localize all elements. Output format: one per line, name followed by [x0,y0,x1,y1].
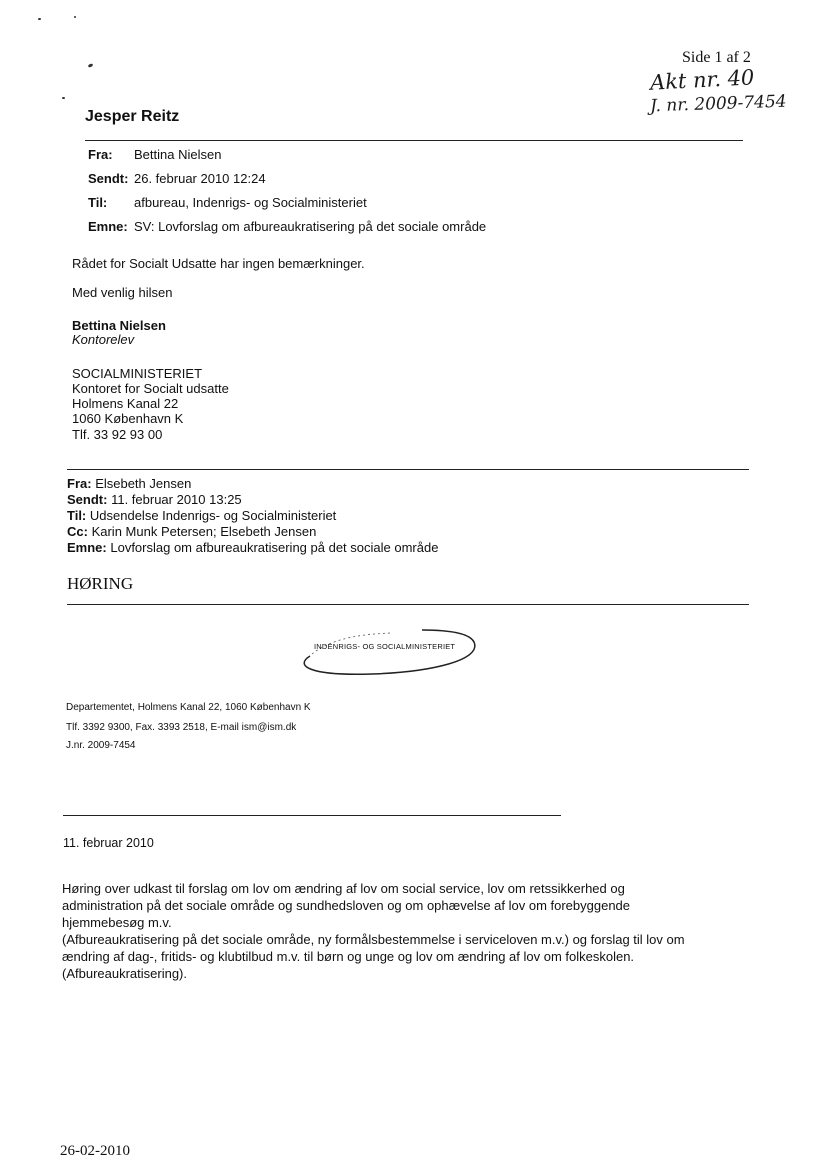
signature-street: Holmens Kanal 22 [72,396,179,411]
letter-address: Departementet, Holmens Kanal 22, 1060 København K [66,702,311,713]
sent-label: Sendt: [88,171,129,186]
from-value: Bettina Nielsen [134,147,222,162]
logo-swoosh [304,630,475,674]
forwarded-subject-value: Lovforslag om afbureaukratisering på det sociale område [110,540,439,555]
forwarded-cc-value: Karin Munk Petersen; Elsebeth Jensen [91,524,317,539]
greeting: Med venlig hilsen [72,285,173,300]
forwarded-subject [67,540,438,555]
hearing-paragraph [62,880,702,982]
subject-label: Emne: [88,219,128,234]
letter-case-number: J.nr. 2009-7454 [66,740,136,751]
handwritten-case-number: J. nr. 2009-7454 [649,91,787,117]
letter-contact: Tlf. 3392 9300, Fax. 3393 2518, E-mail ism@ism.dk [66,722,297,733]
scan-speck [38,18,41,20]
paragraph-line: (Afbureaukratisering på det sociale område, ny formålsbestemmelse i serviceloven m.v.) og forslag til lov om [62,932,685,947]
ministry-logo [292,624,492,684]
handwritten-act-number: Akt nr. 40 [649,65,755,95]
forward-rule [67,469,749,470]
scan-speck [62,97,65,99]
forwarded-to-value: Udsendelse Indenrigs- og Socialministeriet [89,508,337,523]
forwarded-to [67,508,336,523]
signature-title: Kontorelev [72,332,135,347]
letter-rule [63,815,561,816]
letter-date: 11. februar 2010 [63,836,154,850]
signature-office: Kontoret for Socialt udsatte [72,381,229,396]
logo-text: INDENRIGS- OG SOCIALMINISTERIET [314,642,456,651]
mailbox-owner: Jesper Reitz [85,108,180,125]
subject-value: SV: Lovforslag om afbureaukratisering på det sociale område [134,219,487,234]
header-rule [85,140,743,141]
forwarded-subject-label: Emne: [67,540,107,555]
forwarded-from [67,476,191,491]
paragraph-line: ændring af dag-, fritids- og klubtilbud m.v. til børn og unge og lov om ændring af lov om folkeskolen. [62,949,635,964]
signature-city: 1060 København K [72,411,184,426]
forwarded-to-label: Til: [67,508,87,523]
forwarded-sent-value: 11. februar 2010 13:25 [111,492,242,507]
hearing-rule [67,604,749,605]
signature-org: SOCIALMINISTERIET [72,366,203,381]
signature-phone: Tlf. 33 92 93 00 [72,427,163,442]
hearing-heading: HØRING [67,574,134,593]
paragraph-line: administration på det sociale område og sundhedsloven og om ophævelse af lov om forebyggende [62,898,631,913]
forwarded-from-value: Elsebeth Jensen [95,476,192,491]
footer-date: 26-02-2010 [60,1143,130,1159]
page-number: Side 1 af 2 [682,49,751,66]
paragraph-line: hjemmebesøg m.v. [62,915,172,930]
to-value: afbureau, Indenrigs- og Socialministeriet [134,195,367,210]
paragraph-line: (Afbureaukratisering). [62,966,187,981]
from-label: Fra: [88,147,113,162]
to-label: Til: [88,195,108,210]
scan-speck [88,63,94,68]
email-body: Rådet for Socialt Udsatte har ingen bemærkninger. [72,256,365,271]
forwarded-cc [67,524,316,539]
scan-speck [74,16,76,18]
forwarded-cc-label: Cc: [67,524,88,539]
sent-value: 26. februar 2010 12:24 [134,171,266,186]
forwarded-sent [67,492,242,507]
paragraph-line: Høring over udkast til forslag om lov om ændring af lov om social service, lov om retssikkerhed og [62,881,625,896]
signature-name: Bettina Nielsen [72,318,166,333]
forwarded-from-label: Fra: [67,476,92,491]
forwarded-sent-label: Sendt: [67,492,108,507]
